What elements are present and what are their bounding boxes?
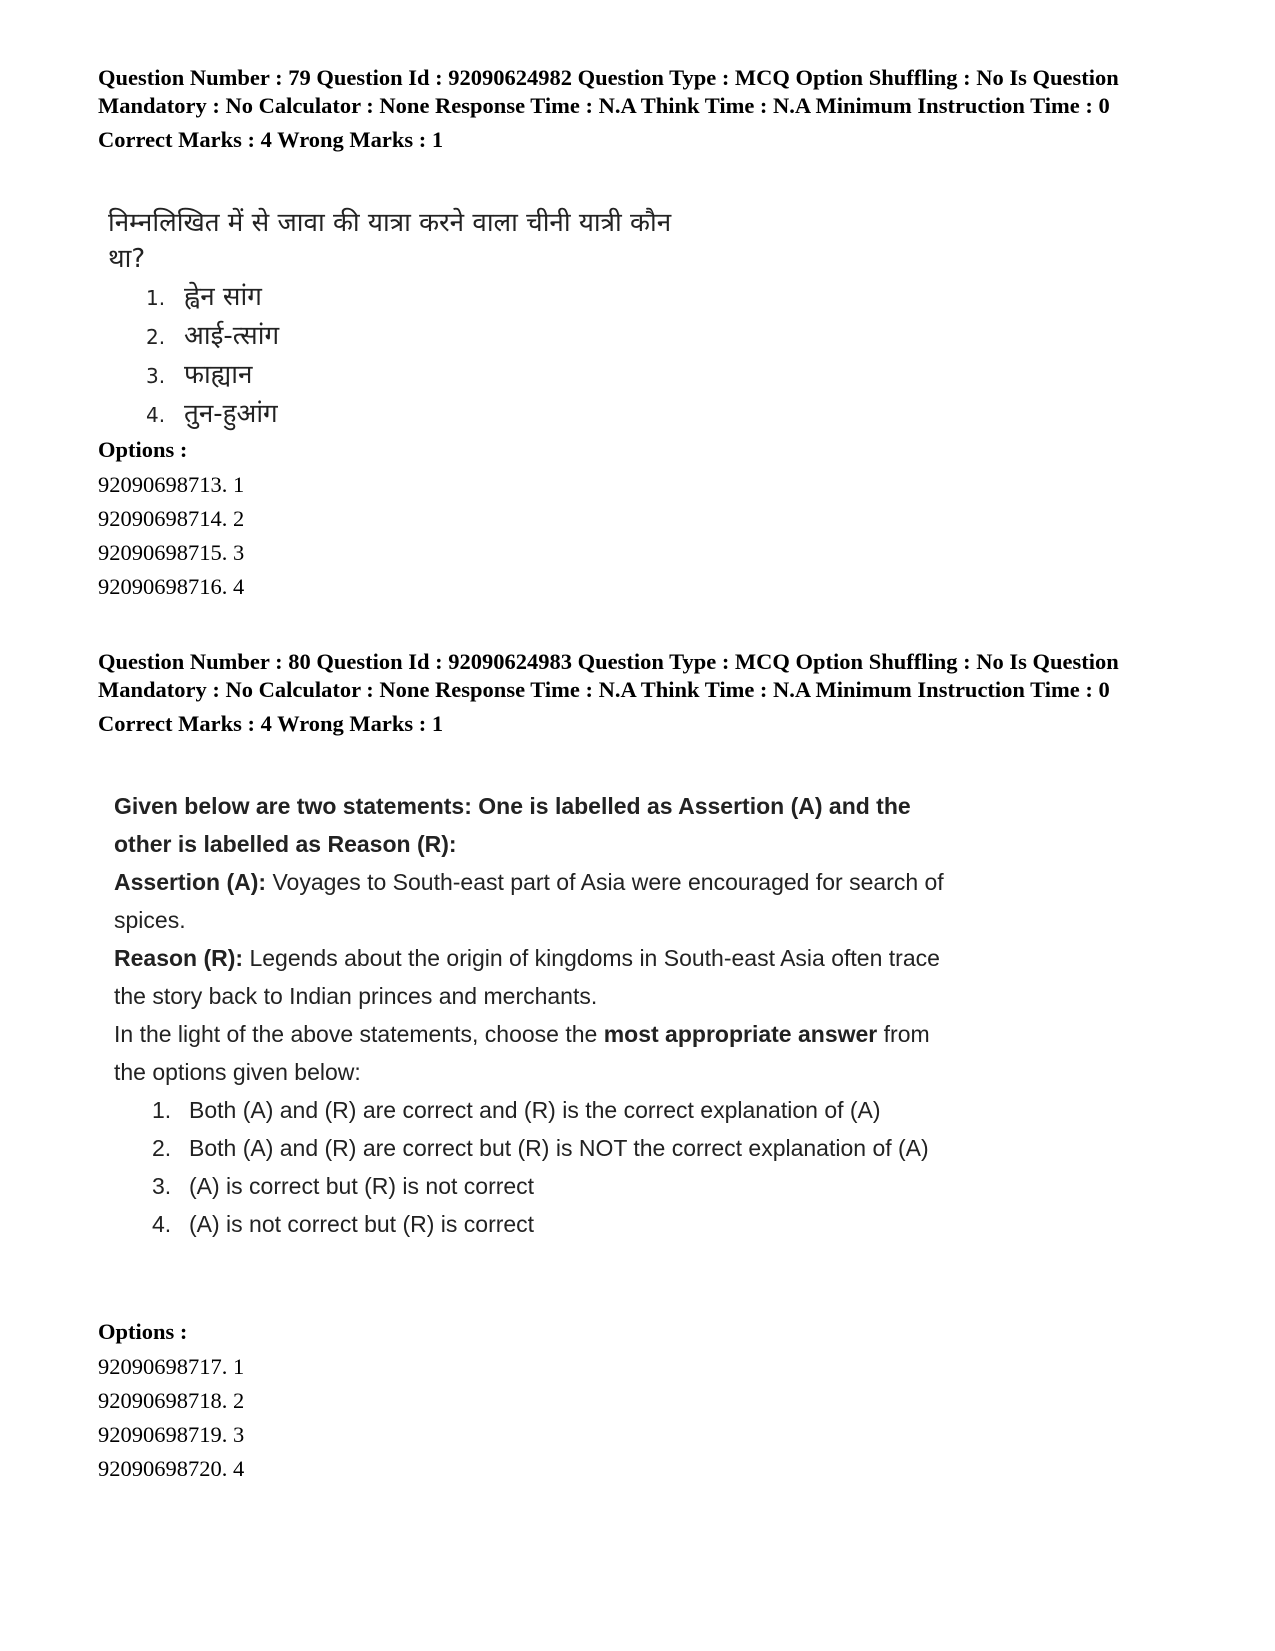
- instruction: In the light of the above statements, choose the most appropriate answer from the options given below:: [114, 1021, 930, 1085]
- question-80: [98, 648, 1198, 738]
- question-text: निम्नलिखित में से जावा की यात्रा करने वाला चीनी यात्री कौन था?: [108, 208, 672, 274]
- choice-item: [114, 1167, 944, 1205]
- choice-text: तुन-हुआंग: [184, 399, 278, 429]
- choice-text: ह्वेन सांग: [184, 282, 262, 312]
- question-79: [98, 64, 1198, 154]
- question-79-body: [108, 205, 708, 433]
- choice-number: 1.: [146, 286, 166, 310]
- option-id: 92090698719. 3: [98, 1422, 245, 1447]
- choice-number: 4.: [152, 1211, 172, 1237]
- marks-info: Correct Marks : 4 Wrong Marks : 1: [98, 711, 444, 736]
- question-80-body: [114, 787, 944, 1243]
- choice-text: आई-त्सांग: [184, 321, 280, 351]
- question-intro: Given below are two statements: One is labelled as Assertion (A) and the other is labelled as Reason (R):: [114, 793, 911, 857]
- assertion: [114, 863, 944, 939]
- choice-text: Both (A) and (R) are correct and (R) is the correct explanation of (A): [189, 1097, 881, 1123]
- choice-number: 4.: [146, 403, 166, 427]
- options-block-80: [98, 1318, 1198, 1486]
- reason-text: Legends about the origin of kingdoms in South-east Asia often trace the story back to Indian princes and merchants.: [114, 945, 940, 1009]
- option-id: 92090698715. 3: [98, 540, 245, 565]
- choice-text: (A) is not correct but (R) is correct: [189, 1211, 535, 1237]
- choice-text: (A) is correct but (R) is not correct: [189, 1173, 535, 1199]
- choice-item: [108, 277, 708, 316]
- question-meta: Question Number : 80 Question Id : 92090624983 Question Type : MCQ Option Shuffling : No Is Question Mandatory : No Calculator : None Response Time : N.A Think Time : N.A Minimum Instruction Time : 0: [98, 649, 1119, 702]
- choice-item: [114, 1205, 944, 1243]
- choice-item: [114, 1091, 944, 1129]
- options-block-79: [98, 436, 1198, 604]
- choice-item: [108, 316, 708, 355]
- reason-label: Reason (R):: [114, 945, 244, 971]
- reason: [114, 939, 944, 1015]
- choice-number: 3.: [152, 1173, 172, 1199]
- options-label: Options :: [98, 437, 188, 462]
- choice-number: 1.: [152, 1097, 172, 1123]
- choice-number: 2.: [146, 325, 166, 349]
- option-id: 92090698714. 2: [98, 506, 245, 531]
- marks-info: Correct Marks : 4 Wrong Marks : 1: [98, 127, 444, 152]
- question-meta: Question Number : 79 Question Id : 92090624982 Question Type : MCQ Option Shuffling : No Is Question Mandatory : No Calculator : None Response Time : N.A Think Time : N.A Minimum Instruction Time : 0: [98, 65, 1119, 118]
- choice-text: Both (A) and (R) are correct but (R) is NOT the correct explanation of (A): [189, 1135, 929, 1161]
- option-id: 92090698717. 1: [98, 1354, 245, 1379]
- choice-item: [114, 1129, 944, 1167]
- option-id: 92090698716. 4: [98, 574, 245, 599]
- option-id: 92090698718. 2: [98, 1388, 245, 1413]
- choice-text: फाह्यान: [184, 360, 253, 390]
- assertion-label: Assertion (A):: [114, 869, 267, 895]
- choice-item: [108, 355, 708, 394]
- option-id: 92090698720. 4: [98, 1456, 245, 1481]
- options-label: Options :: [98, 1319, 188, 1344]
- choice-item: [108, 394, 708, 433]
- choice-number: 3.: [146, 364, 166, 388]
- assertion-text: Voyages to South-east part of Asia were encouraged for search of spices.: [114, 869, 944, 933]
- option-id: 92090698713. 1: [98, 472, 245, 497]
- choice-number: 2.: [152, 1135, 172, 1161]
